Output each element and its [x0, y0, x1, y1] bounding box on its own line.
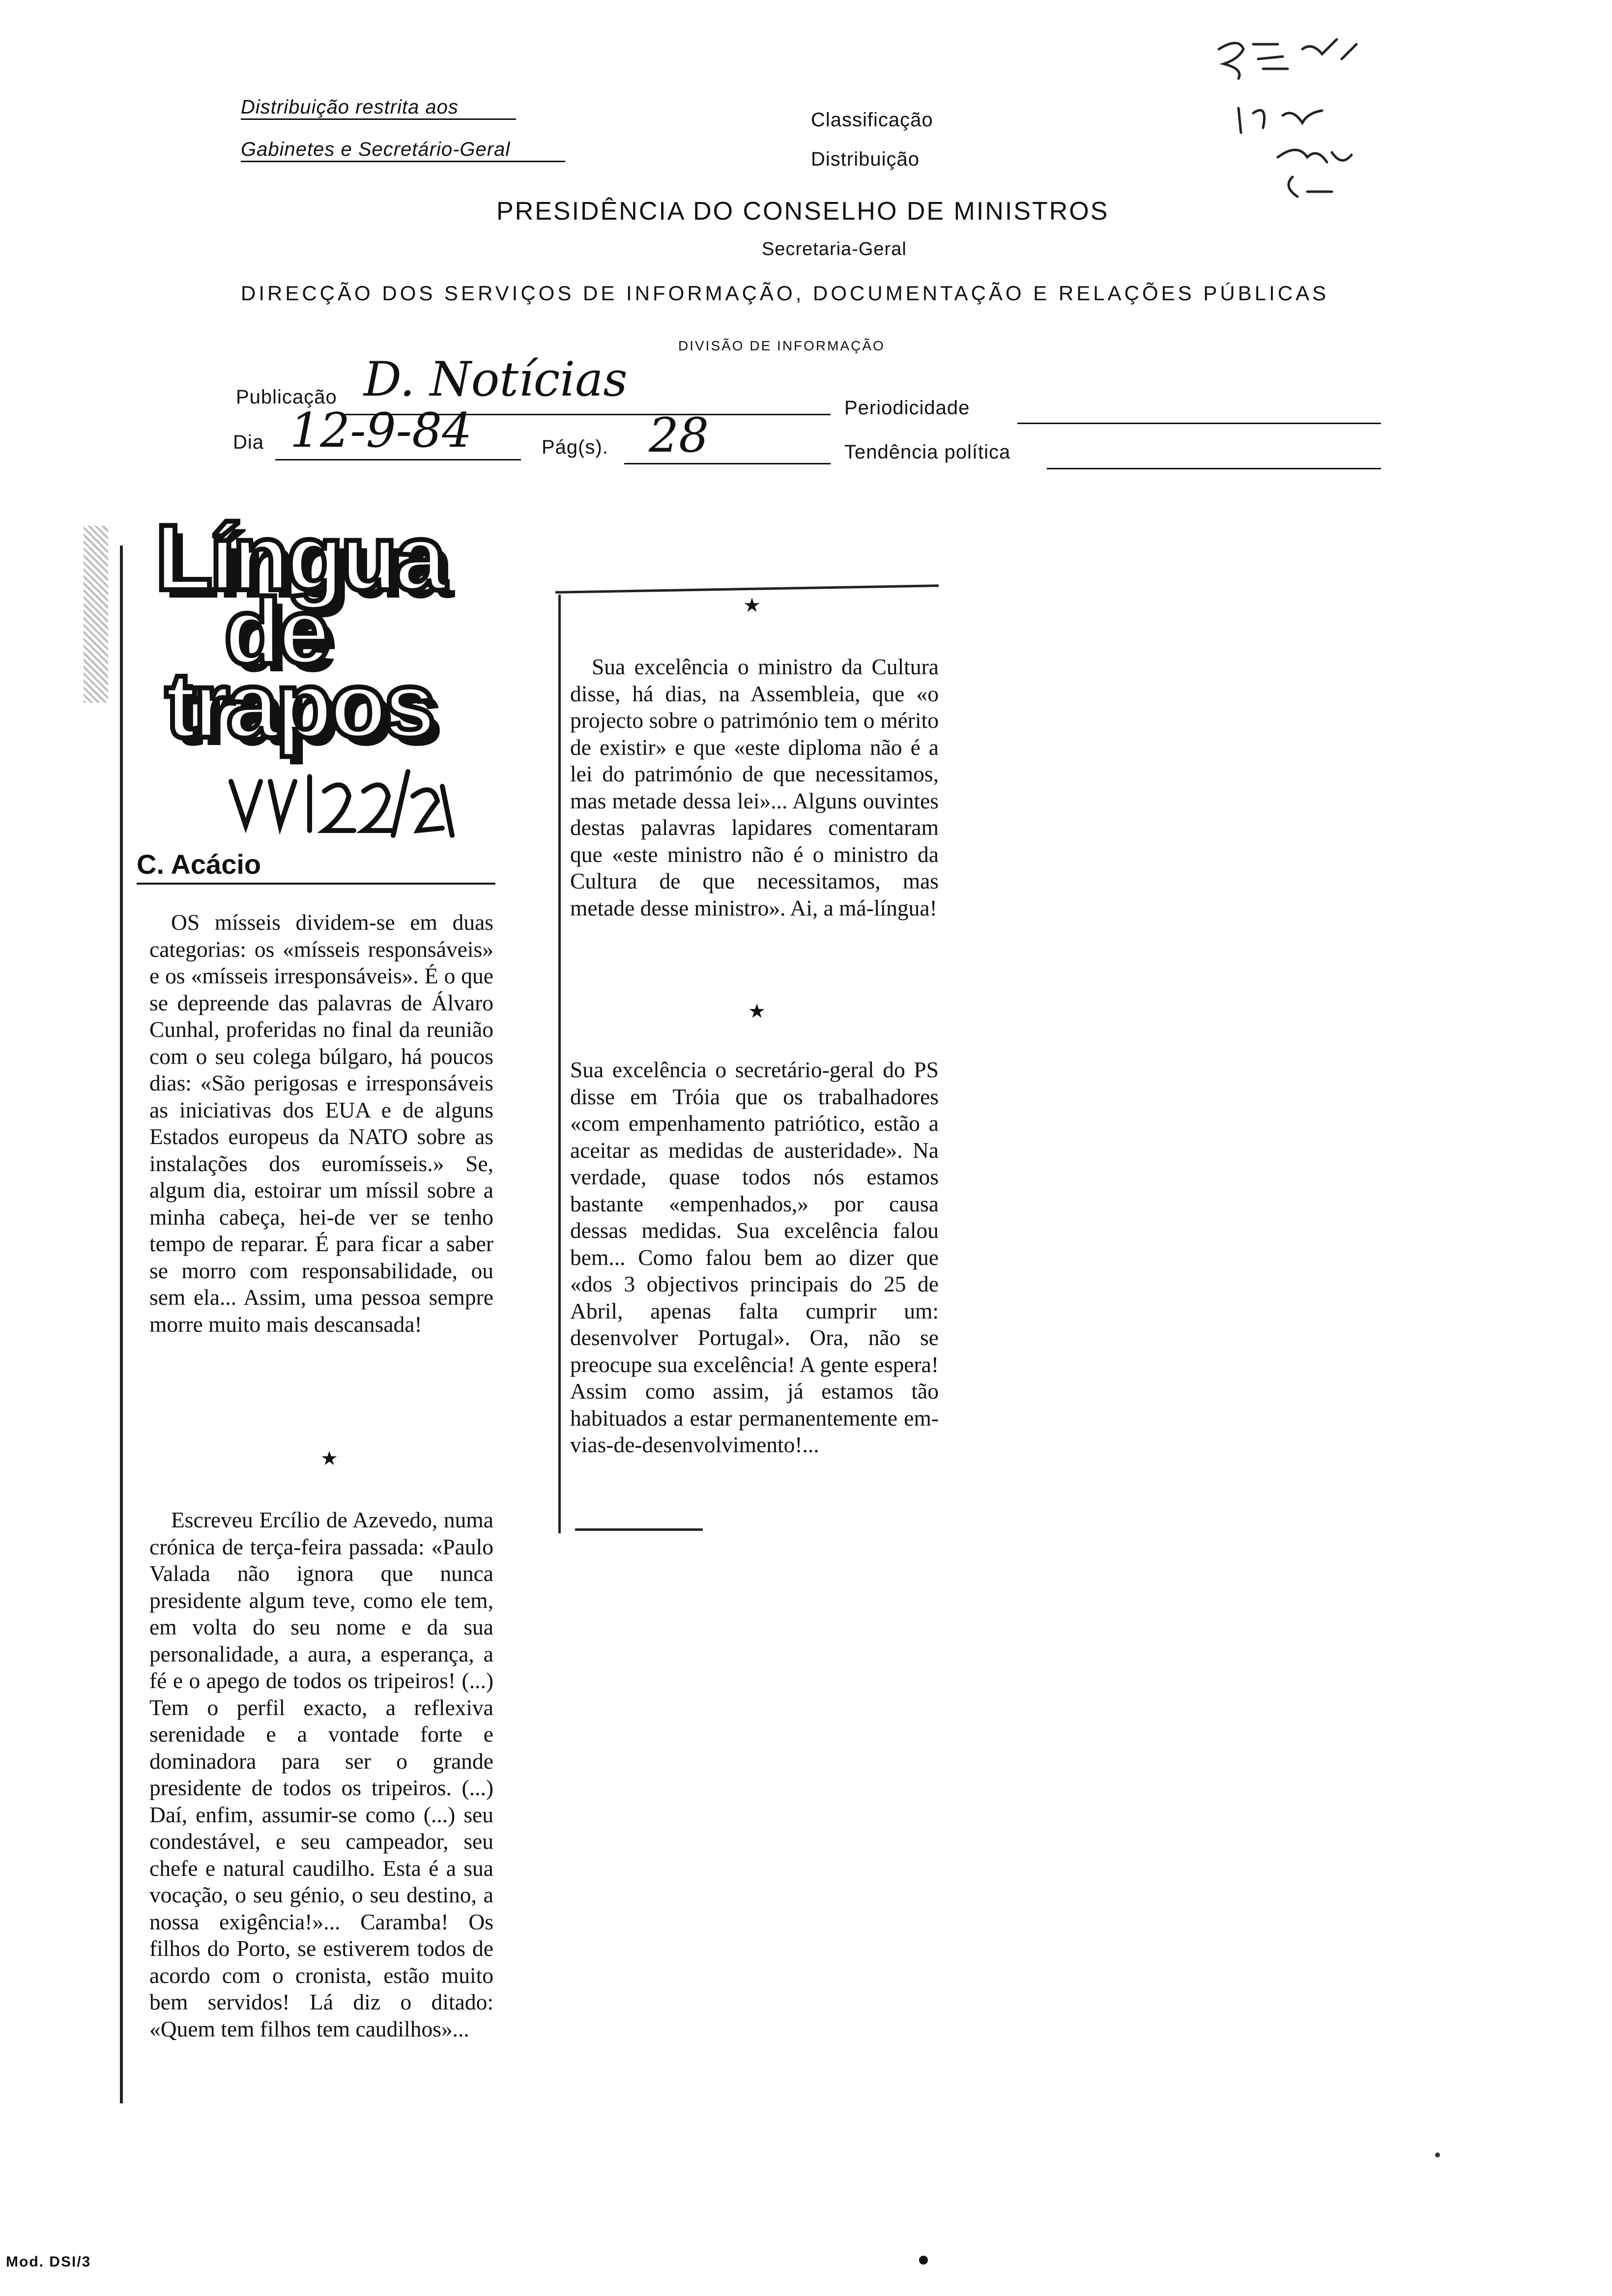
tendencia-line — [1047, 468, 1381, 469]
clipping-left-border — [120, 545, 123, 2103]
column2-text-secretario: Sua excelência o secretário-geral do PS disse em Tróia que os trabalhadores «com empenhamento patriótico, estão a aceitar as medidas de austeridade». Na verdade, quase todos nós estamos bastante «empenhados,» por causa dessas medidas. Sua excelência falou bem... Como falou bem ao dizer que «dos 3 objectivos principais do 25 de Abril, apenas falta cumprir um: desenvolver Portugal». Ora, não se preocupe sua excelência! A gente espera! Assim como assim, já estamos tão habituados a estar permanentemente em-vias-de-desenvolvimento!... — [570, 1057, 939, 1457]
distribution-note-line1: Distribuição restrita aos — [241, 96, 516, 120]
column1-star-separator: ★ — [320, 1447, 338, 1469]
clipping-edge-texture — [84, 526, 108, 703]
distribuicao-label: Distribuição — [811, 148, 920, 170]
column1-paragraph1 — [149, 909, 493, 1338]
column1-text-caudilho: Escreveu Ercílio de Azevedo, numa crónica de terça-feira passada: «Paulo Valada não ignora que nunca presidente algum teve, como ele tem, em volta do seu nome e da sua personalidade, a aura, a esperança, a fé e o apego de todos os tripeiros! (...) Tem o perfil exacto, a reflexiva serenidade e a vontade forte e dominadora para ser o grande presidente de todos os tripeiros. (...) Daí, enfim, assumir-se como (...) seu condestável, e seu campeador, seu chefe e natural caudilho. Esta é a sua vocação, o seu génio, o seu destino, a nossa exigência!»... Caramba! Os filhos do Porto, se estiverem todos de acordo com o cronista, estão muito bem servidos! Lá diz o ditado: «Quem tem filhos tem caudilhos»... — [149, 1507, 493, 2041]
logo-word-lingua: Língua — [155, 506, 444, 610]
publicacao-handwritten: D. Notícias — [364, 352, 628, 407]
logo-word-de: de — [224, 579, 327, 684]
pags-label: Pág(s). — [542, 436, 608, 458]
direccao-servicos: DIRECÇÃO DOS SERVIÇOS DE INFORMAÇÃO, DOCUMENTAÇÃO E RELAÇÕES PÚBLICAS — [241, 282, 1329, 305]
tendencia-label: Tendência política — [844, 441, 1011, 463]
handwritten-annotation — [1209, 29, 1386, 216]
stray-dot — [919, 2256, 928, 2265]
form-model-code: Mod. DSI/3 — [6, 2254, 91, 2270]
column2-star-top: ★ — [743, 594, 761, 616]
column2-text-ministro: Sua excelência o ministro da Cultura disse, há dias, na Assembleia, que «o projecto sobre o património tem o mérito de existir» e que «este diploma não é a lei do património de que necessitamos, mas metade dessa lei»... Alguns ouvintes destas palavras lapidares comentaram que «este ministro não é o ministro da Cultura de que necessitamos, mas metade desse ministro». Ai, a má-língua! — [570, 654, 939, 920]
column1-paragraph2 — [149, 1507, 493, 2042]
column2-paragraph2 — [570, 1057, 939, 1459]
divisao-informacao: DIVISÃO DE INFORMAÇÃO — [678, 338, 885, 353]
pags-line — [624, 463, 831, 464]
stray-mark — [1435, 2152, 1440, 2157]
dia-line — [275, 459, 521, 460]
classificacao-label: Classificação — [811, 109, 933, 131]
column2-paragraph1 — [570, 654, 939, 921]
column2-left-border — [558, 595, 561, 1533]
organization-title: PRESIDÊNCIA DO CONSELHO DE MINISTROS — [496, 197, 1109, 226]
publicacao-label: Publicação — [236, 386, 337, 408]
logo-word-trapos: trapos — [165, 653, 433, 757]
handwritten-reference — [226, 767, 491, 840]
periodicidade-line — [1017, 423, 1381, 424]
periodicidade-label: Periodicidade — [844, 397, 970, 419]
column-logo — [141, 506, 444, 757]
secretaria-geral: Secretaria-Geral — [762, 239, 907, 259]
dia-label: Dia — [233, 431, 264, 453]
article-author: C. Acácio — [137, 849, 261, 880]
distribution-note-line2: Gabinetes e Secretário-Geral — [241, 139, 565, 162]
author-rule — [137, 883, 495, 885]
column1-text-missiles: OS mísseis dividem-se em duas categorias: os «mísseis responsáveis» e os «mísseis irresponsáveis». É o que se depreende das palavras de Álvaro Cunhal, proferidas no final da reunião com o seu colega búlgaro, há poucos dias: «São perigosas e irresponsáveis as iniciativas dos EUA e de alguns Estados europeus da NATO sobre as instalações dos euromísseis.» Se, algum dia, estoirar um míssil sobre a minha cabeça, hei-de ver se tenho tempo de reparar. É para ficar a saber se morro com responsabilidade, ou sem ela... Assim, uma pessoa sempre morre muito mais descansada! — [149, 910, 493, 1337]
dia-handwritten: 12-9-84 — [290, 403, 472, 458]
column2-top-rule — [555, 584, 939, 594]
column2-bottom-rule — [575, 1528, 703, 1531]
column2-star-middle: ★ — [748, 1000, 766, 1022]
pags-handwritten: 28 — [649, 408, 709, 463]
